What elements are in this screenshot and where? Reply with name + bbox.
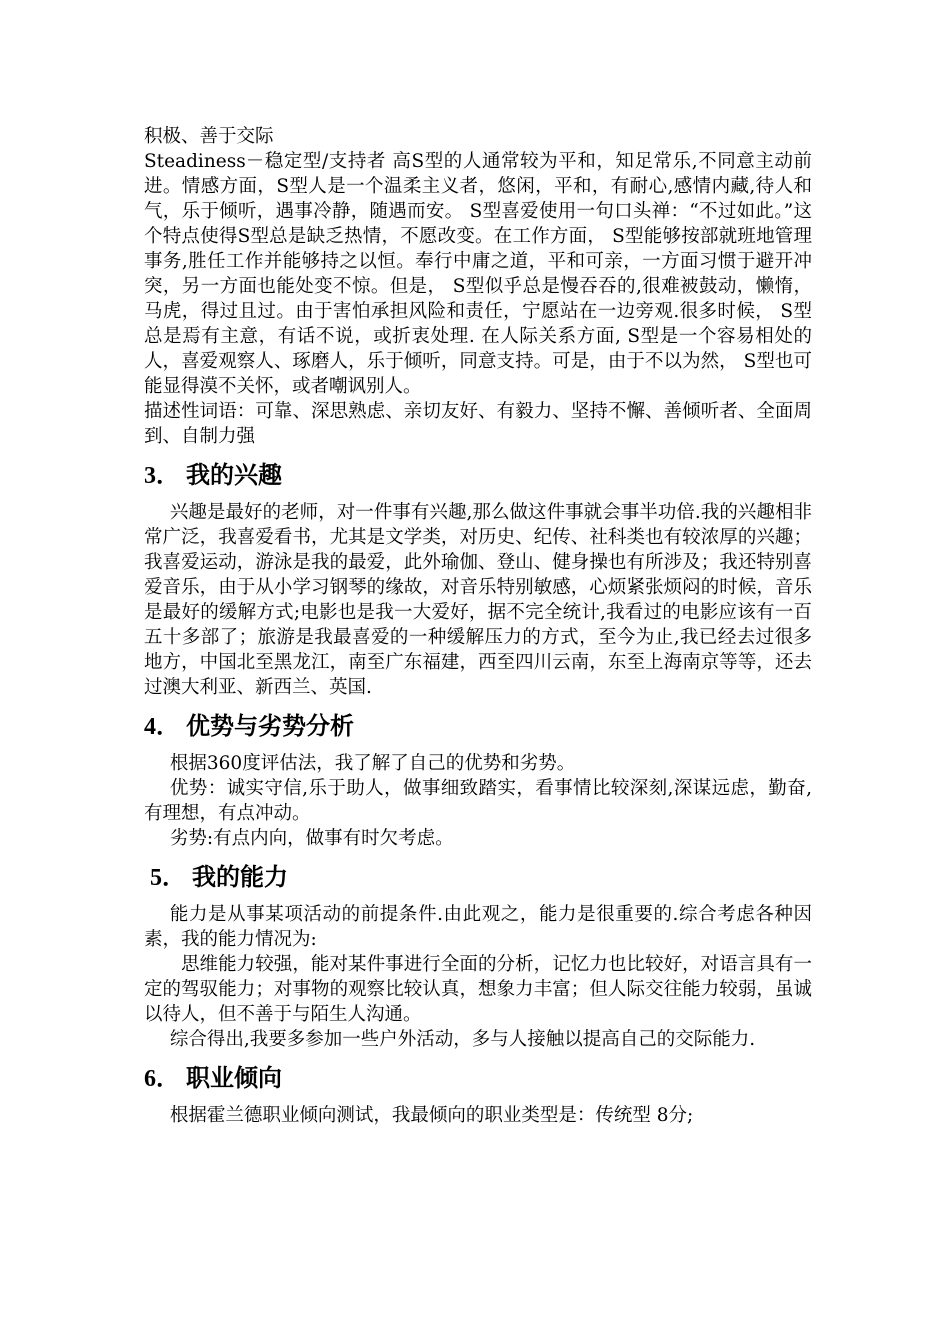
evaluation-method: 根据360度评估法，我了解了自己的优势和劣势。: [169, 753, 576, 774]
interests-paragraph: 兴趣是最好的老师，对一件事有兴趣,那么做这件事就会事半功倍.我的兴趣相非常广泛，我喜爱看书，尤其是文学类，对历史、纪传、社科类也有较浓厚的兴趣；我喜爱运动，游泳是我的最爱，此外瑜伽、登山、健身操也有所涉及；我还特别喜爱音乐，由于从小学习钢琴的缘故，对音乐特别敏感，心烦紧张烦闷的时候，音乐是最好的缓解方式;电影也是我一大爱好，据不完全统计,我看过的电影应该有一百五十多部了；旅游是我最喜爱的一种缓解压力的方式，至今为止,我已经去过很多地方，中国北至黑龙江，南至广东福建，西至四川云南，东至上海南京等等，还去过澳大利亚、新西兰、英国.: [144, 502, 812, 698]
career-test-result: 根据霍兰德职业倾向测试，我最倾向的职业类型是：传统型 8分;: [169, 1105, 694, 1126]
heading-text: 我的兴趣: [186, 461, 282, 489]
abilities-detail: 思维能力较强，能对某件事进行全面的分析，记忆力也比较好，对语言具有一定的驾驭能力；对事物的观察比较认真，想象力丰富；但人际交往能力较弱，虽诚以待人，但不善于与陌生人沟通。: [144, 954, 812, 1025]
heading-number: 4．: [144, 714, 180, 740]
steadiness-description: Steadiness－稳定型/支持者 高S型的人通常较为平和，知足常乐,不同意主动前进。情感方面，S型人是一个温柔主义者，悠闲，平和，有耐心,感情内藏,待人和气，乐于倾听，遇事冷静，随遇而安。 S型喜爱使用一句口头禅：“不过如此。”这个特点使得S型总是缺乏热情，不愿改变。在工作方面， S型能够按部就班地管理事务,胜任工作并能够持之以恒。奉行中庸之道，平和可亲，一方面习惯于避开冲突，另一方面也能处变不惊。但是， S型似乎总是慢吞吞的,很难被鼓动，懒惰，马虎，得过且过。由于害怕承担风险和责任，宁愿站在一边旁观.很多时候， S型总是焉有主意，有话不说，或折衷处理. 在人际关系方面, S型是一个容易相处的人，喜爱观察人、琢磨人，乐于倾听，同意支持。可是，由于不以为然， S型也可能显得漠不关怀，或者嘲讽别人。: [144, 151, 812, 397]
strengths-paragraph: 优势：诚实守信,乐于助人，做事细致踏实，看事情比较深刻,深谋远虑，勤奋,有理想，有点冲动。: [144, 778, 812, 824]
heading-career-orientation: [144, 1060, 812, 1097]
heading-strengths-weaknesses: [144, 708, 812, 745]
heading-number: 5．: [150, 865, 186, 891]
heading-number: 6．: [144, 1066, 180, 1092]
heading-number: 3．: [144, 463, 180, 489]
abilities-intro: 能力是从事某项活动的前提条件.由此观之，能力是很重要的.综合考虑各种因素，我的能力情况为:: [144, 904, 812, 950]
heading-text: 我的能力: [192, 863, 288, 891]
abilities-conclusion: 综合得出,我要多参加一些户外活动，多与人接触以提高自己的交际能力.: [169, 1029, 756, 1050]
heading-abilities: [144, 859, 812, 896]
heading-text: 优势与劣势分析: [186, 712, 354, 740]
heading-text: 职业倾向: [186, 1064, 282, 1092]
descriptive-words: 描述性词语：可靠、深思熟虑、亲切友好、有毅力、坚持不懈、善倾听者、全面周到、自制力强: [144, 401, 812, 447]
weaknesses-paragraph: 劣势:有点内向，做事有时欠考虑。: [169, 828, 454, 849]
s-type-traits-tail: 积极、善于交际: [144, 126, 274, 147]
document-page: [144, 124, 812, 1128]
heading-interests: [144, 457, 812, 494]
